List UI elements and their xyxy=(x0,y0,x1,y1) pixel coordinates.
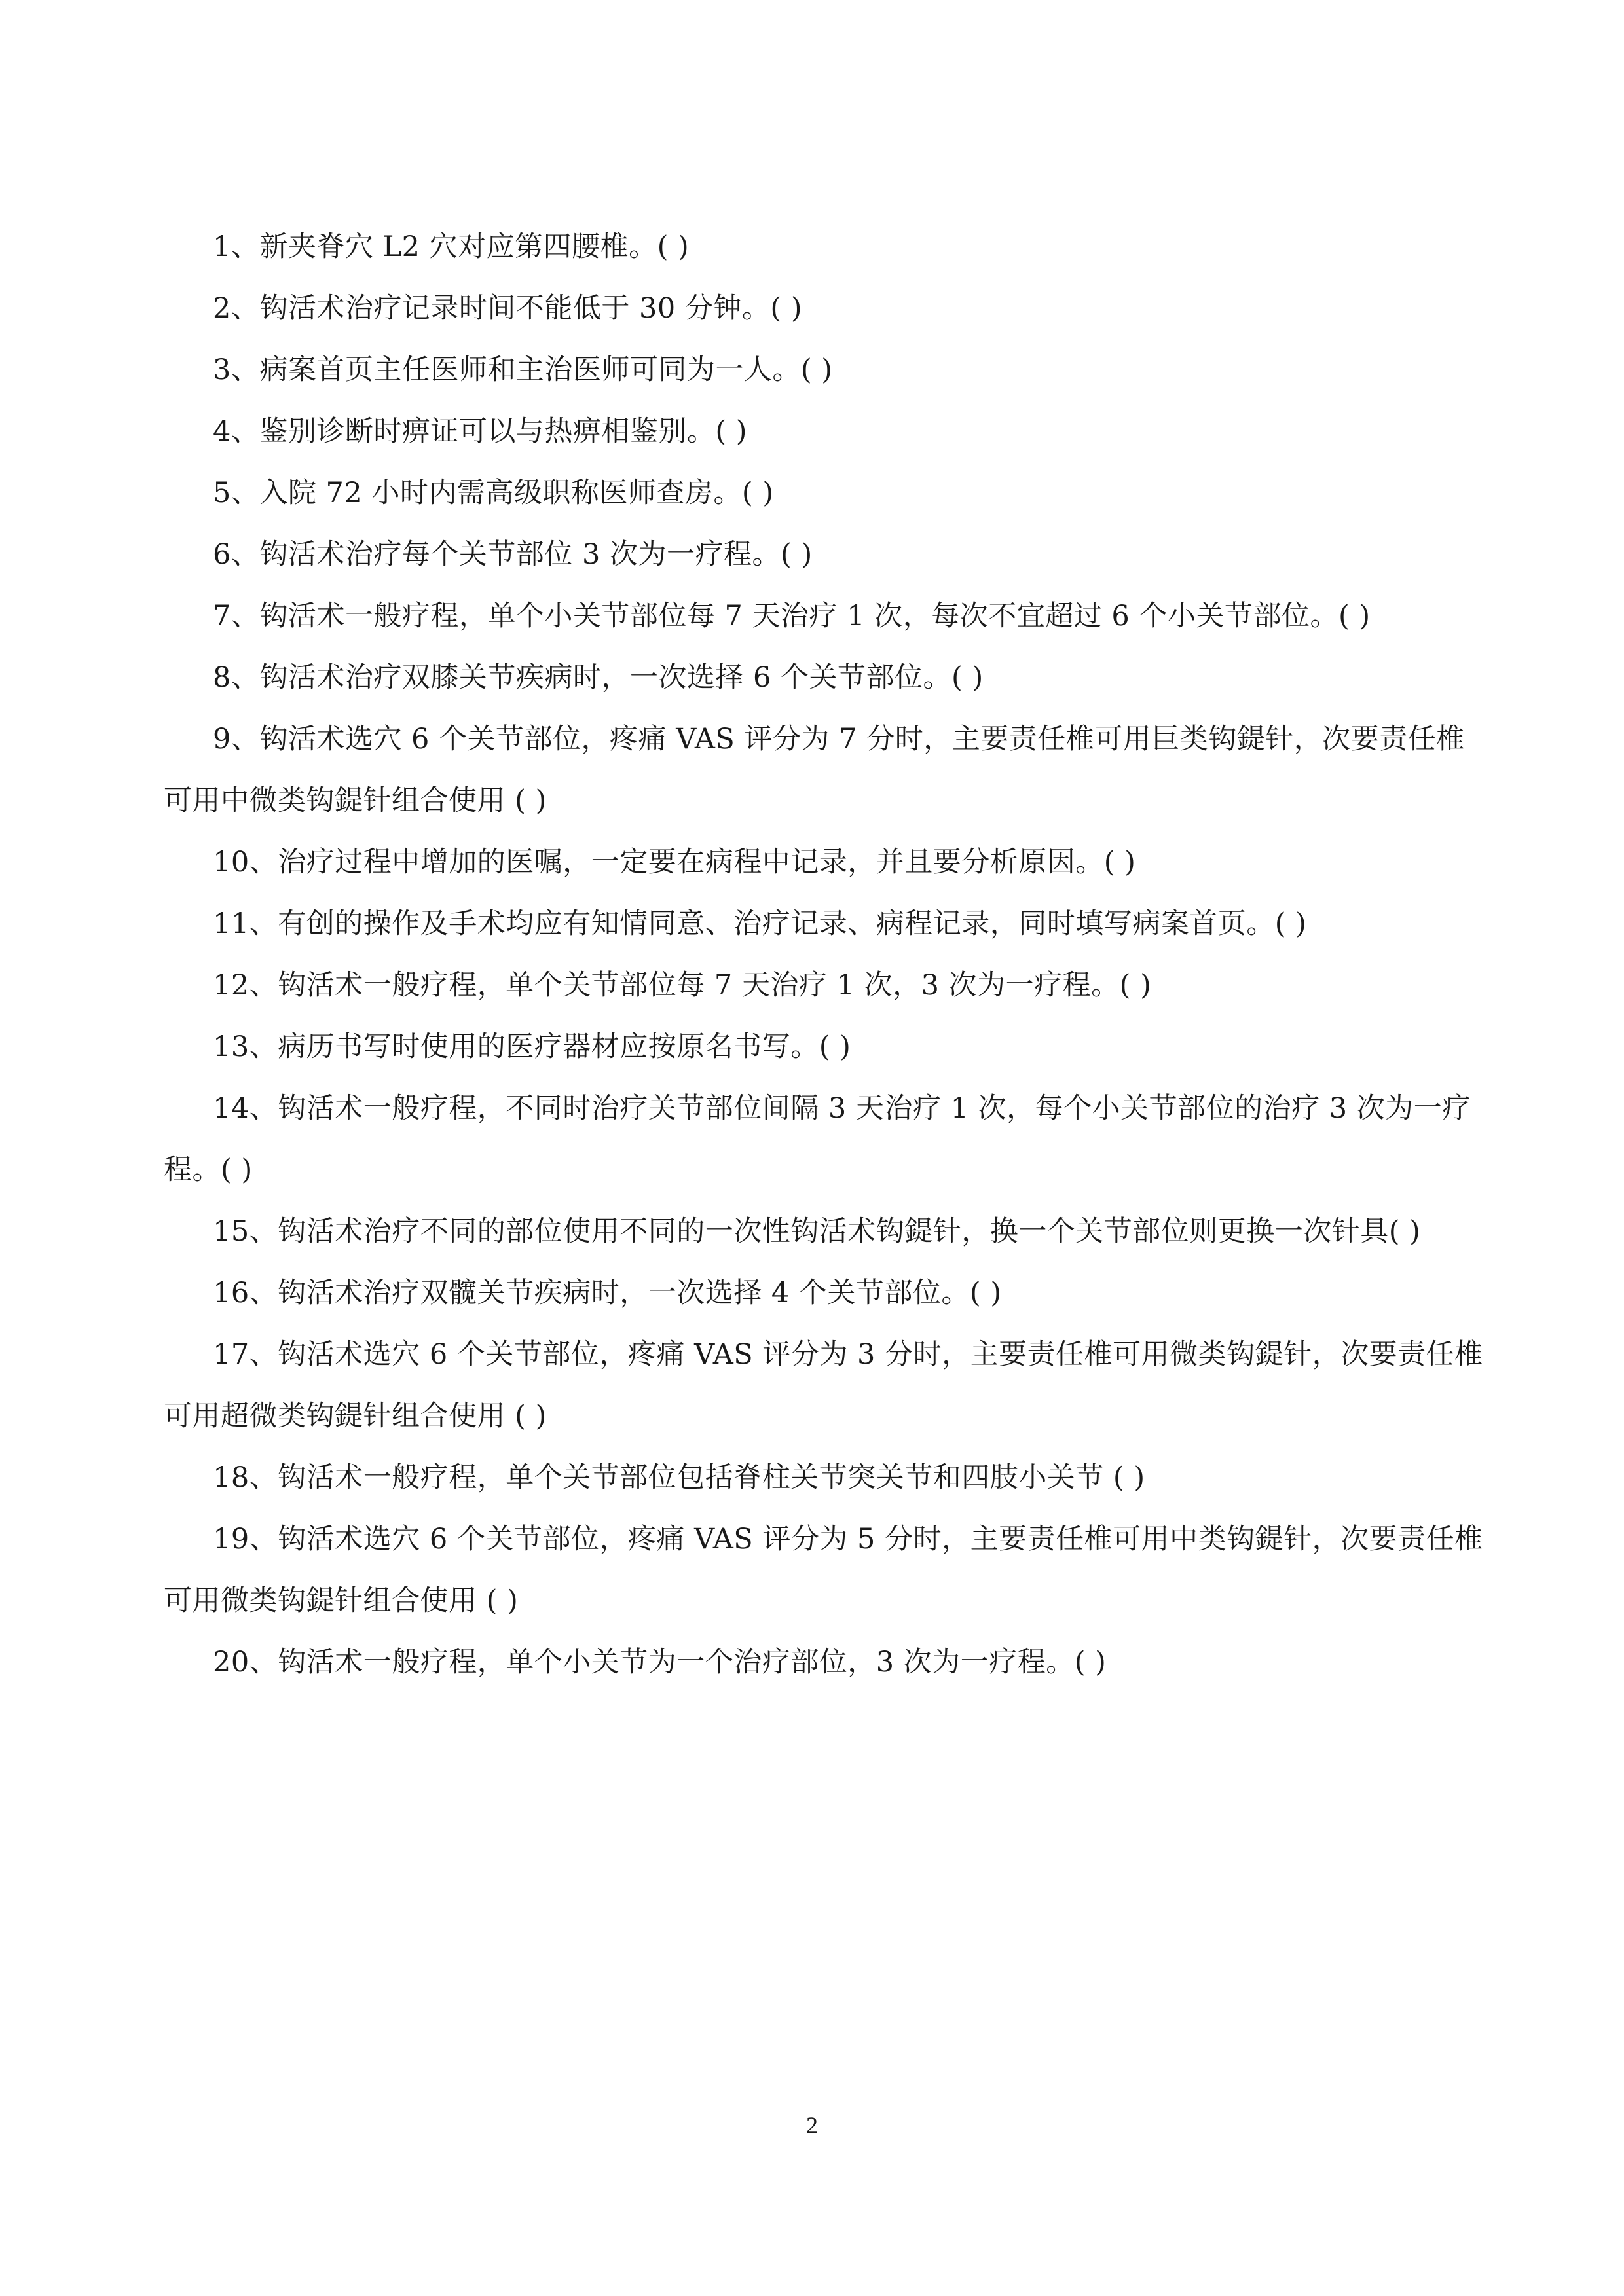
question-item: 9、钩活术选穴 6 个关节部位，疼痛 VAS 评分为 7 分时，主要责任椎可用巨类钩鍉针，次要责任椎可用中微类钩鍉针组合使用 ( ) xyxy=(164,723,1465,817)
question-item: 2、钩活术治疗记录时间不能低于 30 分钟。( ) xyxy=(213,292,803,325)
question-item: 6、钩活术治疗每个关节部位 3 次为一疗程。( ) xyxy=(213,538,813,571)
question-item: 5、入院 72 小时内需高级职称医师查房。( ) xyxy=(213,477,774,509)
question-item: 12、钩活术一般疗程，单个关节部位每 7 天治疗 1 次，3 次为一疗程。( ) xyxy=(213,969,1152,1002)
question-item: 3、病案首页主任医师和主治医师可同为一人。( ) xyxy=(213,354,833,386)
question-item: 15、钩活术治疗不同的部位使用不同的一次性钩活术钩鍉针，换一个关节部位则更换一次针具( ) xyxy=(213,1215,1421,1248)
question-item: 10、治疗过程中增加的医嘱，一定要在病程中记录，并且要分析原因。( ) xyxy=(213,846,1136,879)
question-item: 7、钩活术一般疗程，单个小关节部位每 7 天治疗 1 次，每次不宜超过 6 个小关节部位。( ) xyxy=(213,600,1371,632)
question-item: 8、钩活术治疗双膝关节疾病时，一次选择 6 个关节部位。( ) xyxy=(213,661,984,694)
question-item: 4、鉴别诊断时痹证可以与热痹相鉴别。( ) xyxy=(213,415,748,448)
question-item: 19、钩活术选穴 6 个关节部位，疼痛 VAS 评分为 5 分时，主要责任椎可用中类钩鍉针，次要责任椎可用微类钩鍉针组合使用 ( ) xyxy=(164,1523,1483,1617)
question-list xyxy=(164,216,1490,1693)
question-item: 20、钩活术一般疗程，单个小关节为一个治疗部位，3 次为一疗程。( ) xyxy=(213,1646,1107,1679)
question-item: 16、钩活术治疗双髋关节疾病时，一次选择 4 个关节部位。( ) xyxy=(213,1277,1002,1309)
page-number: 2 xyxy=(806,2112,818,2138)
question-item: 17、钩活术选穴 6 个关节部位，疼痛 VAS 评分为 3 分时，主要责任椎可用微类钩鍉针，次要责任椎可用超微类钩鍉针组合使用 ( ) xyxy=(164,1338,1483,1432)
question-item: 14、钩活术一般疗程，不同时治疗关节部位间隔 3 天治疗 1 次，每个小关节部位的治疗 3 次为一疗程。( ) xyxy=(164,1092,1471,1186)
question-item: 1、新夹脊穴 L2 穴对应第四腰椎。( ) xyxy=(213,230,690,263)
question-item: 18、钩活术一般疗程，单个关节部位包括脊柱关节突关节和四肢小关节 ( ) xyxy=(213,1461,1145,1494)
question-item: 11、有创的操作及手术均应有知情同意、治疗记录、病程记录，同时填写病案首页。( ) xyxy=(213,907,1307,940)
question-item: 13、病历书写时使用的医疗器材应按原名书写。( ) xyxy=(213,1030,851,1063)
